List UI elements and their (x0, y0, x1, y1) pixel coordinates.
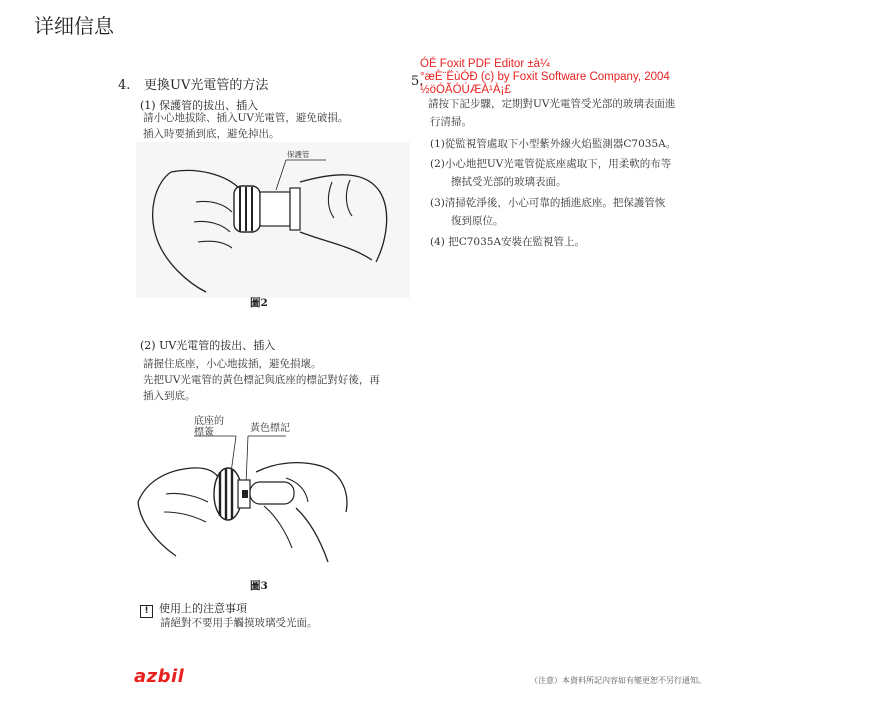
subsection-2-title: (2) UV光電管的拔出、插入 (140, 339, 276, 352)
subsection-1-line-1: 請小心地拔除、插入UV光電管，避免破損。 (143, 112, 349, 124)
step-4 (430, 233, 710, 251)
figure-2-caption: 圖2 (250, 297, 268, 309)
notice-title: 使用上的注意事項 (159, 602, 247, 615)
subsection-2-line-2: 先把UV光電管的黃色標記與底座的標記對好後，再 (143, 374, 380, 386)
step-2-line-1: (2)小心地把UV光電管從底座處取下，用柔軟的布等 (430, 158, 672, 170)
step-2-line-2: 擦拭受光部的玻璃表面。 (451, 176, 567, 188)
footer-notice: （注意）本資料所記內容如有變更恕不另行通知。 (530, 676, 706, 685)
section-4-title: 更換UV光電管的方法 (144, 78, 269, 93)
watermark-line-2: °æÈ¨ËùÓÐ (c) by Foxit Software Company, 2004 (420, 71, 670, 83)
section-5-intro (428, 95, 675, 131)
figure-3-illustration (136, 432, 356, 578)
subsection-2-body (143, 356, 380, 404)
subsection-1-body (143, 110, 348, 142)
step-3 (430, 194, 710, 230)
subsection-1-title: (1) 保護管的拔出、插入 (140, 99, 259, 112)
azbil-logo: azbil (134, 666, 185, 687)
step-4-line-1: (4) 把C7035A安裝在監視管上。 (430, 236, 586, 248)
step-1-line-1: (1)從監視管處取下小型紫外線火焰監測器C7035A。 (430, 138, 677, 150)
step-3-line-2: 復到原位。 (451, 215, 504, 227)
subsection-2-line-1: 請握住底座，小心地拔插，避免損壞。 (143, 358, 322, 370)
page-header-title: 详细信息 (34, 14, 114, 38)
section-5-intro-line-2: 行清掃。 (430, 116, 472, 128)
figure-3-base-label-line-1: 底座的 (194, 416, 224, 427)
notice-text: 請絕對不要用手觸摸玻璃受光面。 (160, 617, 318, 629)
subsection-2-line-3: 插入到底。 (143, 390, 196, 402)
figure-2-illustration (136, 142, 410, 298)
exclamation-icon: ! (140, 605, 153, 618)
watermark-line-3: ½öÓÃÓÚÆÀ¹À¡£ (420, 84, 511, 96)
section-4-number: 4. (118, 78, 131, 93)
figure-2-protective-tube-label: 保護管 (287, 150, 310, 159)
section-5-number: 5. (411, 74, 424, 89)
step-2 (430, 155, 710, 191)
figure-3-base-label-line-2: 標簽 (194, 427, 214, 438)
watermark-line-1: ÓÉ Foxit PDF Editor ±à¼ (420, 58, 550, 70)
subsection-1-line-2: 插入時要插到底，避免掉出。 (143, 128, 280, 140)
foxit-watermark (420, 58, 670, 97)
step-3-line-1: (3)清掃乾淨後，小心可靠的插進底座。把保護管恢 (430, 197, 666, 209)
step-1 (430, 135, 710, 153)
figure-3-yellow-mark-label: 黃色標記 (250, 423, 290, 434)
section-5-intro-line-1: 請按下記步驟，定期對UV光電管受光部的玻璃表面進 (428, 98, 676, 110)
section-4-heading (118, 74, 268, 93)
figure-3-caption: 圖3 (250, 580, 268, 592)
